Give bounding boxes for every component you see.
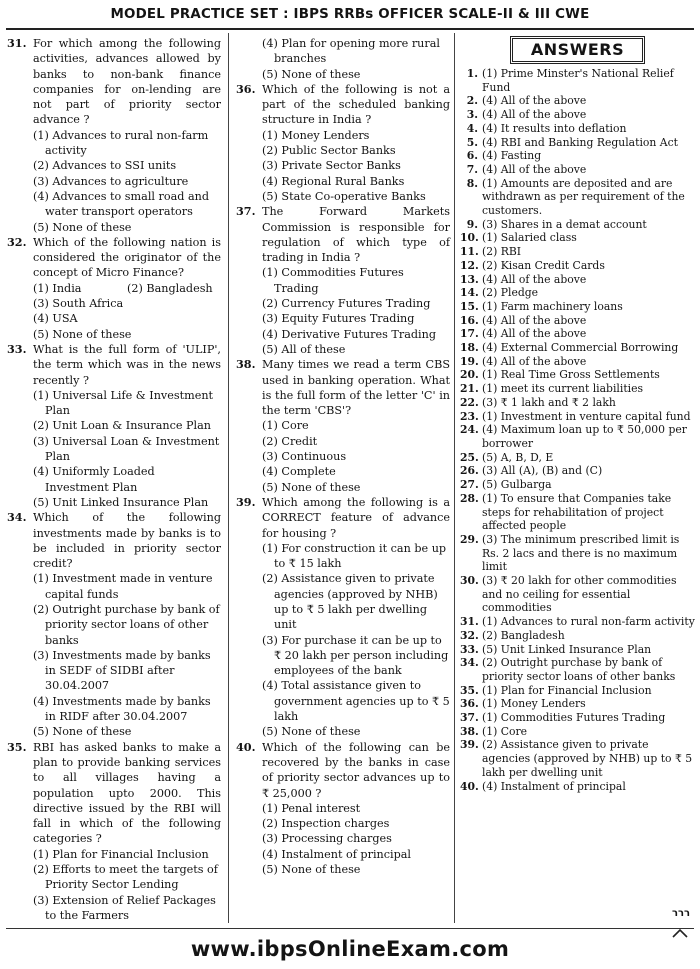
answer-text: (2) Pledge (482, 286, 539, 300)
question-text: For which among the following activities, advances allowed by banks to non-bank finance companies for on-lending are not part of priority sector advance ? (33, 37, 221, 127)
answer-text: (1) Core (482, 724, 528, 738)
answer-number: 38. (460, 724, 479, 738)
answer-number: 30. (460, 574, 479, 588)
answer-number: 35. (460, 683, 479, 697)
answer-text: (1) To ensure that Companies take steps for rehabilitation of project affected people (482, 491, 672, 533)
question-number: 40. (236, 739, 256, 754)
question-block (7, 510, 221, 739)
answer-number: 28. (460, 491, 479, 505)
answer-number: 2. (466, 94, 478, 108)
answer-text: (4) External Commercial Borrowing (482, 341, 679, 355)
question-block (236, 740, 450, 878)
question-number: 39. (236, 494, 256, 509)
answer-text: (4) Maximum loan up to ₹ 50,000 per borrower (482, 423, 687, 450)
option-item: (2) Outright purchase by bank of priority sector loans of other banks (33, 602, 220, 647)
question-number: 31. (7, 36, 27, 50)
answer-item (460, 410, 696, 424)
answer-text: (4) All of the above (482, 327, 587, 341)
option-item: (1) Core (262, 419, 309, 433)
question-text: Which of the following can be recovered by the banks in case of priority sector advances up to ₹ 25,000 ? (262, 740, 450, 800)
answer-item (460, 629, 696, 643)
option-item: (5) None of these (262, 725, 361, 739)
answer-text: (5) A, B, D, E (482, 450, 554, 464)
answer-number: 22. (460, 395, 479, 409)
answer-text: (2) Assistance given to private agencies (approved by NHB) up to ₹ 5 lakh per dwelling unit (482, 738, 693, 779)
answer-item (460, 574, 696, 615)
option-item: (1) Investment made in venture capital funds (33, 572, 213, 601)
answer-item (460, 725, 696, 739)
answer-item (460, 314, 696, 328)
answer-item (460, 67, 696, 94)
answer-text: (3) Shares in a demat account (482, 217, 647, 231)
question-number: 32. (7, 234, 27, 249)
answer-text: (4) RBI and Banking Regulation Act (482, 135, 678, 149)
answer-item (460, 231, 696, 245)
answer-number: 5. (466, 135, 478, 149)
answer-item (460, 355, 696, 369)
answer-number: 20. (460, 368, 479, 382)
answer-item (460, 492, 696, 533)
answers-heading: ANSWERS (510, 36, 645, 64)
answer-item (460, 738, 696, 779)
option-item: (5) None of these (262, 67, 361, 81)
answer-number: 32. (460, 628, 479, 642)
answer-number: 34. (460, 656, 479, 670)
answer-number: 21. (460, 382, 479, 396)
answers-column (460, 36, 696, 793)
answer-item (460, 423, 696, 450)
option-item: (5) All of these (262, 342, 346, 356)
answer-item (460, 396, 696, 410)
questions-column-left (7, 36, 221, 923)
answer-item (460, 122, 696, 136)
answer-text: (4) All of the above (482, 108, 587, 122)
page-mark: ררר (671, 908, 690, 919)
answer-item (460, 382, 696, 396)
answer-item (460, 451, 696, 465)
answer-item (460, 464, 696, 478)
answer-number: 33. (460, 642, 479, 656)
page-footer (0, 925, 700, 969)
answer-item (460, 684, 696, 698)
question-text: Many times we read a term CBS used in banking operation. What is the full form of the letter 'C' in the term 'CBS'? (262, 358, 450, 418)
option-item: (4) USA (33, 312, 78, 326)
option-item: (2) Credit (262, 434, 318, 448)
answer-text: (4) All of the above (482, 354, 587, 368)
answer-text: (1) Investment in venture capital fund (482, 409, 691, 423)
option-item: (4) Total assistance given to government agencies up to ₹ 5 lakh (262, 679, 450, 724)
answer-text: (3) All (A), (B) and (C) (482, 464, 603, 478)
option-item: (3) Advances to agriculture (33, 174, 189, 188)
page-header (0, 0, 700, 30)
answer-item (460, 780, 696, 794)
answer-item (460, 533, 696, 574)
answer-number: 3. (466, 108, 478, 122)
answer-number: 11. (460, 245, 479, 259)
option-item: (3) Private Sector Banks (262, 159, 401, 173)
option-item: (4) Regional Rural Banks (262, 174, 405, 188)
option-row (33, 281, 221, 296)
option-item: (2) Assistance given to private agencies (approved by NHB) up to ₹ 5 lakh per dwelling unit (262, 572, 438, 632)
question-block (7, 235, 221, 342)
option-item: (4) Derivative Futures Trading (262, 327, 437, 341)
question-number: 37. (236, 204, 256, 219)
answer-number: 27. (460, 478, 479, 492)
answer-text: (3) ₹ 1 lakh and ₹ 2 lakh (482, 395, 616, 409)
answer-number: 24. (460, 423, 479, 437)
option-item: (4) Instalment of principal (262, 847, 411, 861)
answer-number: 15. (460, 299, 479, 313)
answer-number: 40. (460, 779, 479, 793)
option-item: (1) Advances to rural non-farm activity (33, 128, 209, 158)
answer-item (460, 327, 696, 341)
answer-item (460, 478, 696, 492)
answer-number: 25. (460, 450, 479, 464)
answer-text: (5) Unit Linked Insurance Plan (482, 642, 652, 656)
question-number: 35. (7, 739, 27, 754)
option-item: (3) Continuous (262, 450, 347, 464)
question-block (7, 740, 221, 924)
page-title: MODEL PRACTICE SET : IBPS RRBs OFFICER SCALE-II & III CWE (110, 7, 590, 22)
option-item: (2) Currency Futures Trading (262, 297, 431, 311)
question-number: 33. (7, 341, 27, 356)
option-item: (3) For purchase it can be up to ₹ 20 lakh per person including employees of the bank (262, 633, 449, 678)
question-text: The Forward Markets Commission is responsible for regulation of which type of trading in India ? (262, 205, 450, 265)
answer-item (460, 643, 696, 657)
question-number: 36. (236, 81, 256, 96)
option-item: (4) Uniformly Loaded Investment Plan (33, 465, 155, 494)
option-item: (2) Public Sector Banks (262, 144, 396, 158)
answer-text: (3) ₹ 20 lakh for other commodities and no ceiling for essential commodities (482, 574, 677, 615)
answer-number: 26. (460, 464, 479, 478)
option-item: (3) Equity Futures Trading (262, 312, 415, 326)
answer-number: 31. (460, 615, 479, 629)
column-divider (454, 33, 455, 923)
question-block (236, 495, 450, 740)
option-item: (1) Plan for Financial Inclusion (33, 847, 209, 861)
option-item: (4) Complete (262, 465, 336, 479)
answer-text: (5) Gulbarga (482, 478, 552, 492)
answer-number: 9. (466, 217, 478, 231)
answer-number: 13. (460, 272, 479, 286)
option-item: (5) None of these (33, 725, 132, 739)
question-text: Which of the following nation is considered the originator of the concept of Micro Finance? (33, 235, 221, 280)
answer-text: (1) Money Lenders (482, 697, 586, 711)
answer-text: (1) Farm machinery loans (482, 299, 623, 313)
answer-item (460, 711, 696, 725)
option-item: (5) State Co-operative Banks (262, 189, 426, 203)
option-item: (5) Unit Linked Insurance Plan (33, 495, 209, 509)
option-item: (1) Universal Life & Investment Plan (33, 388, 214, 418)
question-block (236, 204, 450, 357)
option-item: (4) Investments made by banks in RIDF after 30.04.2007 (33, 694, 211, 724)
answer-item (460, 286, 696, 300)
answer-text: (1) Real Time Gross Settlements (482, 368, 660, 382)
answer-number: 1. (466, 67, 478, 80)
question-text: What is the full form of 'ULIP', the term which was in the news recently ? (33, 342, 221, 387)
answer-number: 7. (466, 162, 478, 176)
question-block (7, 342, 221, 510)
answer-number: 23. (460, 409, 479, 423)
answer-number: 17. (460, 327, 479, 341)
option-item: (1) For construction it can be up to ₹ 15 lakh (262, 541, 447, 571)
option-item: (2) Inspection charges (262, 817, 390, 831)
option-item: (1) Money Lenders (262, 128, 370, 142)
answer-text: (2) RBI (482, 245, 522, 259)
answer-number: 14. (460, 286, 479, 300)
option-item: (3) Extension of Relief Packages to the Farmers (33, 893, 216, 922)
option-item: (1) Commodities Futures Trading (262, 266, 404, 295)
option-item: (3) Processing charges (262, 832, 392, 846)
option-item: (5) None of these (262, 863, 361, 877)
option-item: (2) Advances to SSI units (33, 159, 177, 173)
answer-item (460, 615, 696, 629)
answer-text: (4) Fasting (482, 149, 542, 163)
option-item: (2) Bangladesh (127, 281, 213, 295)
answer-item (460, 94, 696, 108)
answer-number: 36. (460, 697, 479, 711)
question-block (236, 36, 450, 82)
answer-item (460, 368, 696, 382)
answer-number: 18. (460, 341, 479, 355)
answer-text: (1) Prime Minster's National Relief Fund (482, 67, 674, 94)
answer-item (460, 273, 696, 287)
answer-text: (4) All of the above (482, 313, 587, 327)
answer-text: (1) Salaried class (482, 231, 577, 245)
option-item: (1) India (33, 281, 82, 295)
answer-text: (4) All of the above (482, 162, 587, 176)
option-item: (3) Universal Loan & Investment Plan (33, 434, 220, 464)
answer-text: (4) It results into deflation (482, 121, 627, 135)
answer-text: (1) Plan for Financial Inclusion (482, 683, 652, 697)
option-item: (4) Advances to small road and water transport operators (33, 189, 210, 219)
question-number: 34. (7, 510, 27, 525)
column-divider (228, 33, 229, 923)
answers-list (460, 67, 696, 793)
answer-item (460, 218, 696, 232)
answer-item (460, 136, 696, 150)
answer-item (460, 259, 696, 273)
question-block (236, 82, 450, 204)
option-item: (3) South Africa (33, 297, 124, 311)
header-rule (6, 28, 694, 30)
answer-item (460, 245, 696, 259)
option-item: (5) None of these (33, 327, 132, 341)
answer-number: 12. (460, 258, 479, 272)
answer-item (460, 656, 696, 683)
answer-number: 4. (466, 121, 478, 135)
question-text: Which of the following is not a part of the scheduled banking structure in India ? (262, 82, 450, 127)
answer-text: (4) All of the above (482, 94, 587, 108)
answer-text: (2) Outright purchase by bank of priority sector loans of other banks (482, 656, 676, 683)
question-block (7, 36, 221, 235)
answer-number: 37. (460, 711, 479, 725)
option-item: (3) Investments made by banks in SEDF of SIDBI after 30.04.2007 (33, 648, 211, 693)
answer-item (460, 149, 696, 163)
option-item: (1) Penal interest (262, 801, 361, 815)
answer-item (460, 108, 696, 122)
option-item: (2) Unit Loan & Insurance Plan (33, 419, 211, 433)
question-block (236, 357, 450, 495)
answer-text: (1) meet its current liabilities (482, 382, 644, 396)
answer-item (460, 177, 696, 218)
answer-text: (2) Bangladesh (482, 628, 565, 642)
answer-text: (1) Commodities Futures Trading (482, 711, 666, 725)
footer-rule (6, 928, 694, 929)
answer-item (460, 697, 696, 711)
option-item: (2) Efforts to meet the targets of Priority Sector Lending (33, 863, 218, 892)
questions-column-middle (236, 36, 450, 877)
answer-number: 6. (466, 149, 478, 163)
question-text: Which of the following investments made by banks is to be included in priority sector credit? (33, 511, 221, 571)
question-text: Which among the following is a CORRECT feature of advance for housing ? (262, 495, 450, 540)
answer-number: 8. (466, 176, 478, 190)
answer-item (460, 300, 696, 314)
answer-number: 19. (460, 354, 479, 368)
answer-item (460, 341, 696, 355)
answer-text: (4) Instalment of principal (482, 779, 626, 793)
website-url: www.ibpsOnlineExam.com (190, 937, 510, 961)
answer-number: 39. (460, 738, 479, 752)
answer-text: (4) All of the above (482, 272, 587, 286)
question-text: RBI has asked banks to make a plan to provide banking services to all villages having a population upto 2000. This directive issued by the RBI will fall in which of the following categories ? (33, 740, 221, 846)
answer-number: 16. (460, 313, 479, 327)
option-item: (5) None of these (262, 480, 361, 494)
answer-text: (1) Amounts are deposited and are withdrawn as per requirement of the customers. (482, 176, 685, 218)
answer-text: (2) Kisan Credit Cards (482, 258, 605, 272)
answer-text: (1) Advances to rural non-farm activity (482, 615, 695, 629)
question-number: 38. (236, 357, 256, 372)
option-item: (4) Plan for opening more rural branches (262, 37, 440, 66)
option-item: (5) None of these (33, 220, 132, 234)
answer-number: 29. (460, 532, 479, 546)
answer-number: 10. (460, 231, 479, 245)
answer-item (460, 163, 696, 177)
answer-text: (3) The minimum prescribed limit is Rs. 2 lacs and there is no maximum limit (482, 532, 680, 574)
